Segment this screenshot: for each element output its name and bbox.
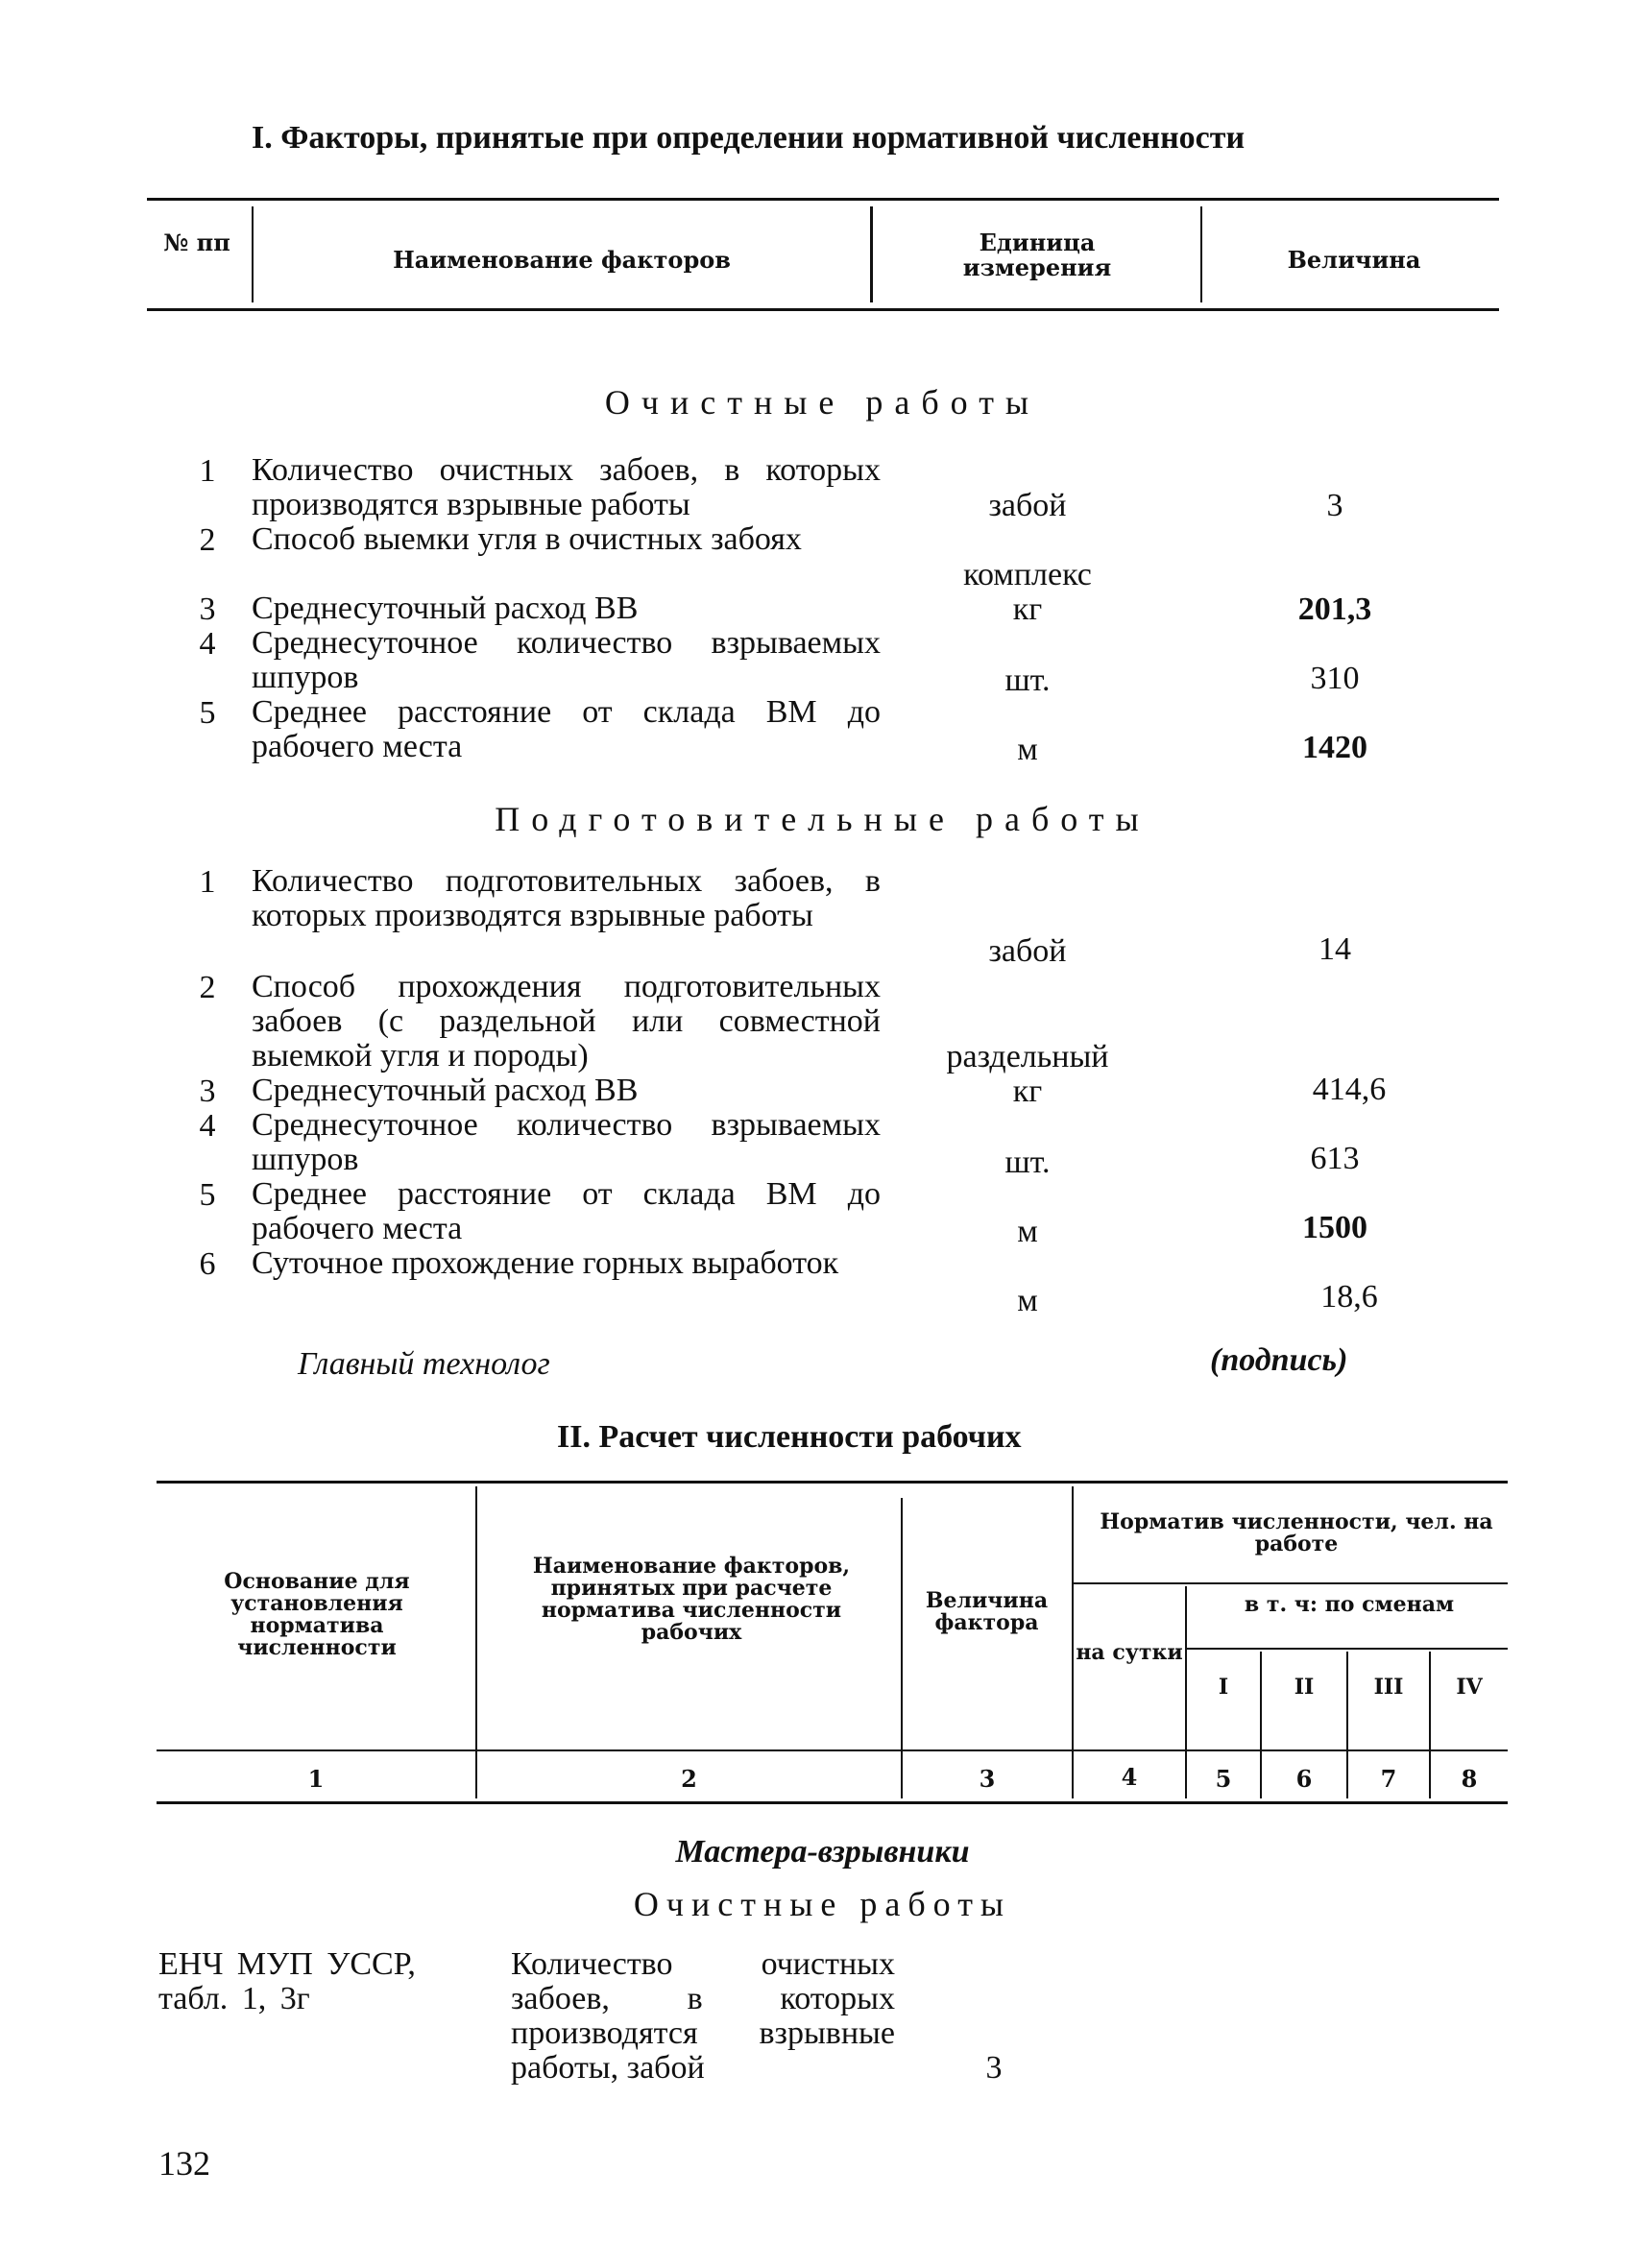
row-number: 4	[199, 626, 216, 662]
column-number: 4	[1121, 1763, 1138, 1791]
row-factor-value: 3	[985, 2050, 1003, 2086]
header-basis: Основание для установления норматива численности	[224, 1569, 410, 1660]
row-unit: м	[1017, 1214, 1038, 1249]
row-factor-name: Среднее расстояние от склада ВМ до рабочего места	[252, 694, 881, 764]
row-unit: забой	[988, 933, 1067, 969]
header-incl-shifts: в т. ч: по сменам	[1244, 1592, 1455, 1617]
table2-top-rule	[157, 1481, 1508, 1484]
table2-norm-rule	[1074, 1582, 1508, 1584]
row-factor-name: Способ выемки угля в очистных забоях	[252, 521, 802, 557]
row-value: 1500	[1302, 1210, 1367, 1245]
table1-top-rule	[147, 198, 1499, 201]
group-title-preparatory: Подготовительные работы	[495, 800, 1150, 838]
row-unit: кг	[1012, 591, 1043, 627]
row-value: 414,6	[1312, 1072, 1387, 1107]
row-factor-name: Количество очистных забоев, в которых производятся взрывные работы	[252, 452, 881, 522]
row-value: 18,6	[1320, 1279, 1378, 1315]
row-unit: шт.	[1004, 1145, 1051, 1180]
row-unit: забой	[988, 488, 1067, 523]
row-number: 5	[199, 1177, 216, 1213]
column-number: 8	[1461, 1765, 1478, 1793]
row-number: 6	[199, 1246, 216, 1282]
header-num: № пп	[163, 229, 230, 256]
row-factor-name: Способ прохождения подготовительных забоев (с раздельной или совместной выемкой угля и породы)	[252, 969, 881, 1074]
row-value: 310	[1310, 661, 1360, 696]
table1-divider	[1200, 206, 1202, 302]
table2-divider	[901, 1498, 903, 1798]
row-unit: раздельный	[946, 1039, 1109, 1074]
row-unit: шт.	[1004, 663, 1051, 698]
table2-bottom-rule	[157, 1801, 1508, 1804]
row-value: 613	[1310, 1141, 1360, 1176]
column-number: 2	[681, 1765, 697, 1793]
section1-title: I. Факторы, принятые при определении нормативной численности	[252, 120, 1246, 156]
page-number: 132	[158, 2144, 210, 2183]
header-per-day: на сутки	[1076, 1640, 1183, 1665]
row-number: 1	[199, 864, 216, 900]
table2-header-bottom-rule	[157, 1749, 1508, 1751]
row-factor-name: Суточное прохождение горных выработок	[252, 1245, 839, 1281]
column-number: 3	[979, 1765, 996, 1793]
row-factor-name: Количество подготовительных забоев, в которых производятся взрывные работы	[252, 863, 881, 933]
row-factor-name: Среднесуточное количество взрываемых шпуров	[252, 1107, 881, 1177]
signature-role: Главный технолог	[298, 1346, 550, 1382]
header-factor-value: Величина фактора	[925, 1588, 1049, 1635]
header-factor-name: Наименование факторов	[393, 246, 731, 274]
column-number: 7	[1380, 1765, 1397, 1793]
column-number: 5	[1215, 1765, 1232, 1793]
section2-title: II. Расчет численности рабочих	[557, 1419, 1022, 1455]
row-number: 4	[199, 1108, 216, 1144]
header-unit: Единица измерения	[962, 229, 1112, 281]
row-factor: Количество очистных забоев, в которых производятся взрывные работы, забой	[511, 1946, 895, 2086]
row-factor-name: Среднесуточное количество взрываемых шпуров	[252, 625, 881, 695]
row-unit: м	[1017, 732, 1038, 767]
row-number: 1	[199, 453, 216, 489]
table1-divider	[252, 206, 254, 302]
header-shift: IV	[1456, 1675, 1483, 1700]
header-value: Величина	[1287, 246, 1421, 274]
row-value: 201,3	[1297, 591, 1372, 627]
header-shift: III	[1373, 1675, 1404, 1700]
table2-shift-rule	[1187, 1648, 1508, 1650]
header-shift: I	[1218, 1675, 1229, 1700]
table1-header-bottom-rule	[147, 308, 1499, 311]
row-value: 3	[1326, 488, 1343, 523]
row-number: 3	[199, 591, 216, 627]
row-number: 2	[199, 970, 216, 1005]
column-number: 1	[307, 1765, 325, 1793]
header-factors: Наименование факторов, принятых при расчете норматива численности рабочих	[532, 1554, 851, 1645]
row-unit: кг	[1012, 1074, 1043, 1109]
row-number: 5	[199, 695, 216, 731]
subgroup-title-cleaning: Очистные работы	[633, 1885, 1012, 1923]
row-basis: ЕНЧ МУП УССР, табл. 1, 3г	[158, 1946, 416, 2016]
row-number: 2	[199, 522, 216, 558]
row-unit: м	[1017, 1283, 1038, 1318]
header-shift: II	[1294, 1675, 1315, 1700]
table2-divider	[1072, 1486, 1074, 1798]
row-factor-name: Среднее расстояние от склада ВМ до рабочего места	[252, 1176, 881, 1246]
row-unit: комплекс	[963, 557, 1092, 592]
table1-divider	[870, 206, 873, 302]
column-number: 6	[1295, 1765, 1313, 1793]
signature-placeholder: (подпись)	[1210, 1342, 1348, 1378]
header-norm: Норматив численности, чел. на работе	[1100, 1509, 1493, 1556]
row-number: 3	[199, 1074, 216, 1109]
group-title-blasters: Мастера-взрывники	[675, 1834, 970, 1870]
row-factor-name: Среднесуточный расход ВВ	[252, 1073, 639, 1108]
row-value: 1420	[1302, 730, 1367, 765]
row-value: 14	[1318, 931, 1351, 967]
group-title-cleaning: Очистные работы	[604, 383, 1041, 422]
row-factor-name: Среднесуточный расход ВВ	[252, 591, 639, 626]
table2-divider	[475, 1486, 477, 1798]
